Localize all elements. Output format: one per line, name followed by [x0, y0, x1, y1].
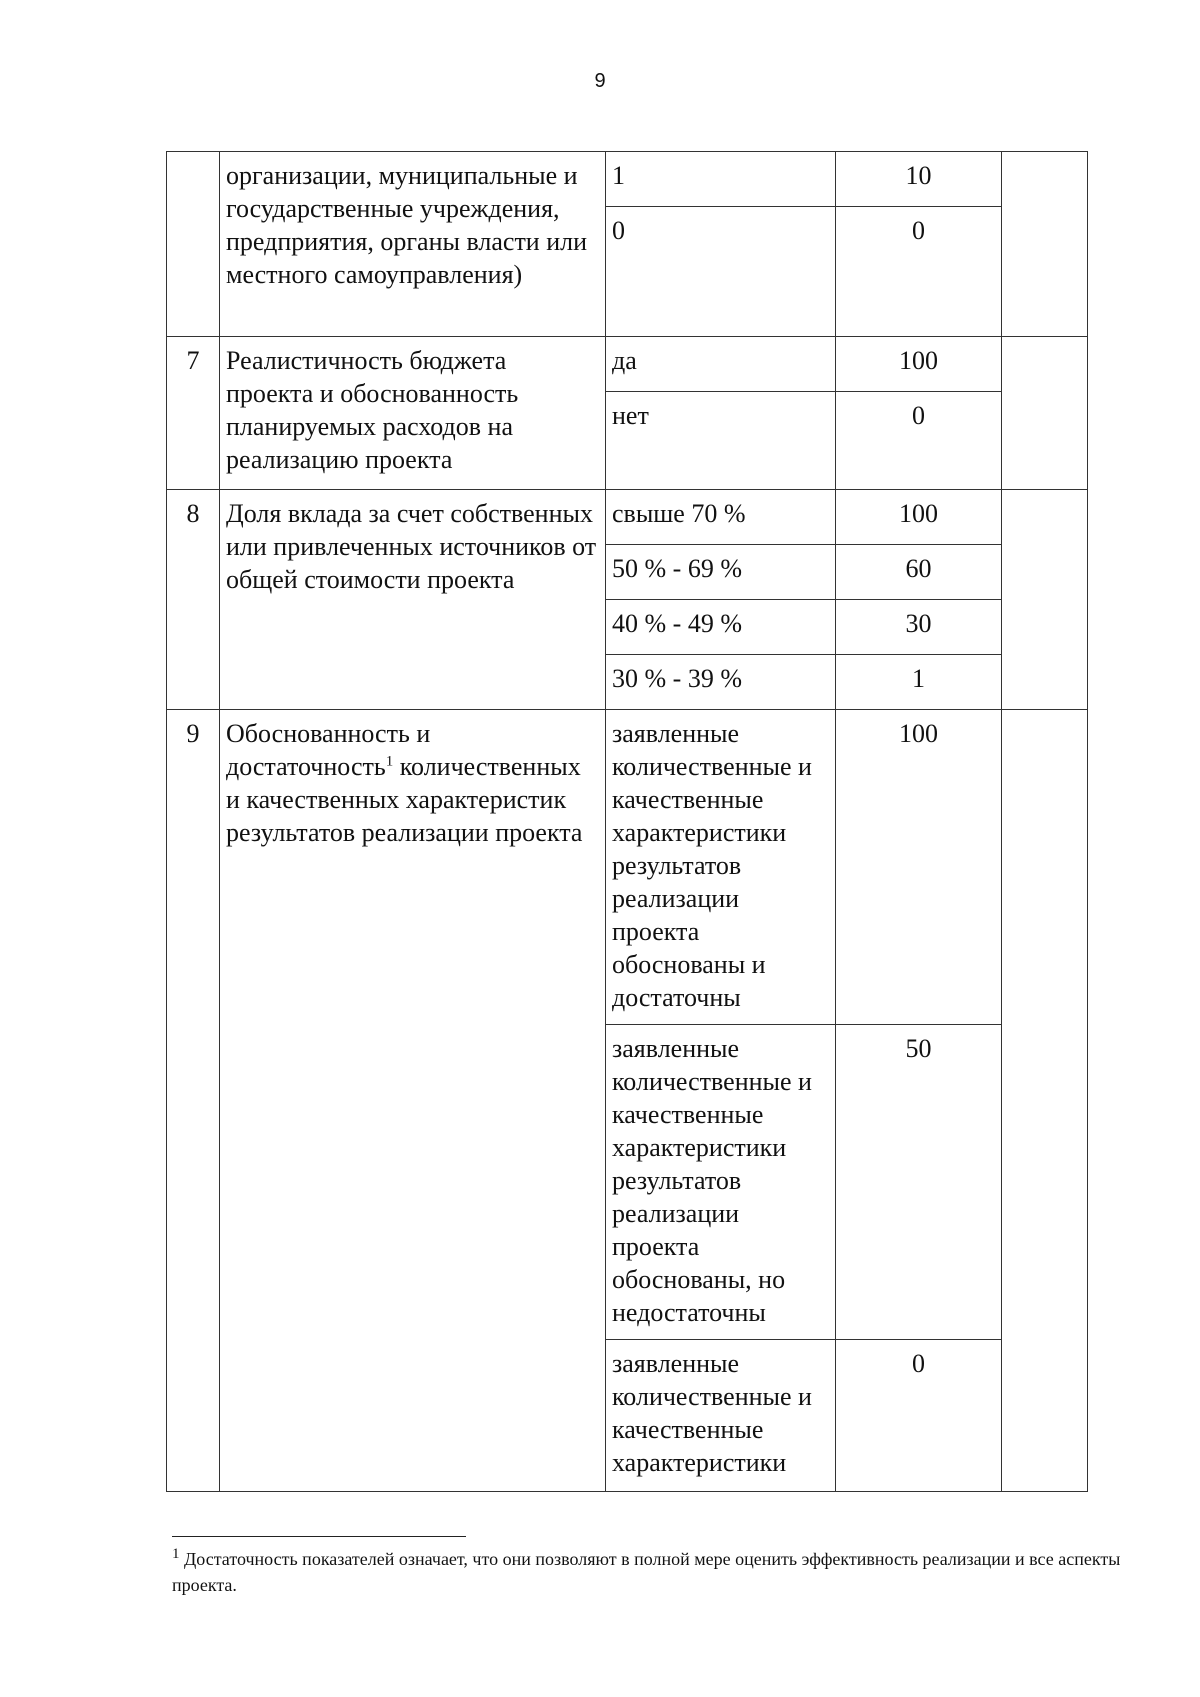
- option-score: 60: [836, 545, 1002, 600]
- option-score: 100: [836, 337, 1002, 392]
- empty-cell: [1002, 152, 1088, 337]
- option-score: 0: [836, 1340, 1002, 1492]
- table-row: [167, 152, 1088, 207]
- option-label: 30 % - 39 %: [606, 655, 836, 710]
- footnote: [172, 1546, 1132, 1598]
- criterion-text-end: количественных и качественных характеристик результатов реализации проекта: [226, 752, 583, 847]
- empty-cell: [1002, 490, 1088, 710]
- footnote-reference: 1: [385, 753, 394, 770]
- table-row: [167, 337, 1088, 392]
- option-score: 0: [836, 392, 1002, 490]
- option-score: 10: [836, 152, 1002, 207]
- criterion-text: [220, 710, 606, 1492]
- row-number: [167, 152, 220, 337]
- row-number: 9: [167, 710, 220, 1492]
- option-label: 50 % - 69 %: [606, 545, 836, 600]
- criterion-text: Реалистичность бюджета проекта и обоснованность планируемых расходов на реализацию проекта: [220, 337, 606, 490]
- criterion-text: Доля вклада за счет собственных или привлеченных источников от общей стоимости проекта: [220, 490, 606, 710]
- option-label: нет: [606, 392, 836, 490]
- option-score: 50: [836, 1025, 1002, 1340]
- option-label: заявленные количественные и качественные характеристики: [606, 1340, 836, 1492]
- option-label: 0: [606, 207, 836, 337]
- row-number: 7: [167, 337, 220, 490]
- page-number: 9: [594, 70, 606, 92]
- option-score: 30: [836, 600, 1002, 655]
- empty-cell: [1002, 710, 1088, 1492]
- table-row: [167, 490, 1088, 545]
- option-label: свыше 70 %: [606, 490, 836, 545]
- criterion-text-start: Обоснованность и достаточность: [226, 719, 431, 781]
- option-label: заявленные количественные и качественные характеристики результатов реализации проекта обоснованы и достаточны: [606, 710, 836, 1025]
- empty-cell: [1002, 337, 1088, 490]
- option-label: 40 % - 49 %: [606, 600, 836, 655]
- option-label: заявленные количественные и качественные характеристики результатов реализации проекта обоснованы, но недостаточны: [606, 1025, 836, 1340]
- table-row: [167, 710, 1088, 1025]
- criteria-table: [166, 151, 1088, 1492]
- footnote-text: Достаточность показателей означает, что они позволяют в полной мере оценить эффективность реализации и все аспекты проекта.: [172, 1549, 1121, 1595]
- option-score: 1: [836, 655, 1002, 710]
- option-label: да: [606, 337, 836, 392]
- footnote-mark: 1: [172, 1546, 180, 1562]
- footnote-separator: [172, 1536, 466, 1537]
- criterion-text: организации, муниципальные и государственные учреждения, предприятия, органы власти или местного самоуправления): [220, 152, 606, 337]
- option-score: 0: [836, 207, 1002, 337]
- option-score: 100: [836, 490, 1002, 545]
- option-label: 1: [606, 152, 836, 207]
- option-score: 100: [836, 710, 1002, 1025]
- row-number: 8: [167, 490, 220, 710]
